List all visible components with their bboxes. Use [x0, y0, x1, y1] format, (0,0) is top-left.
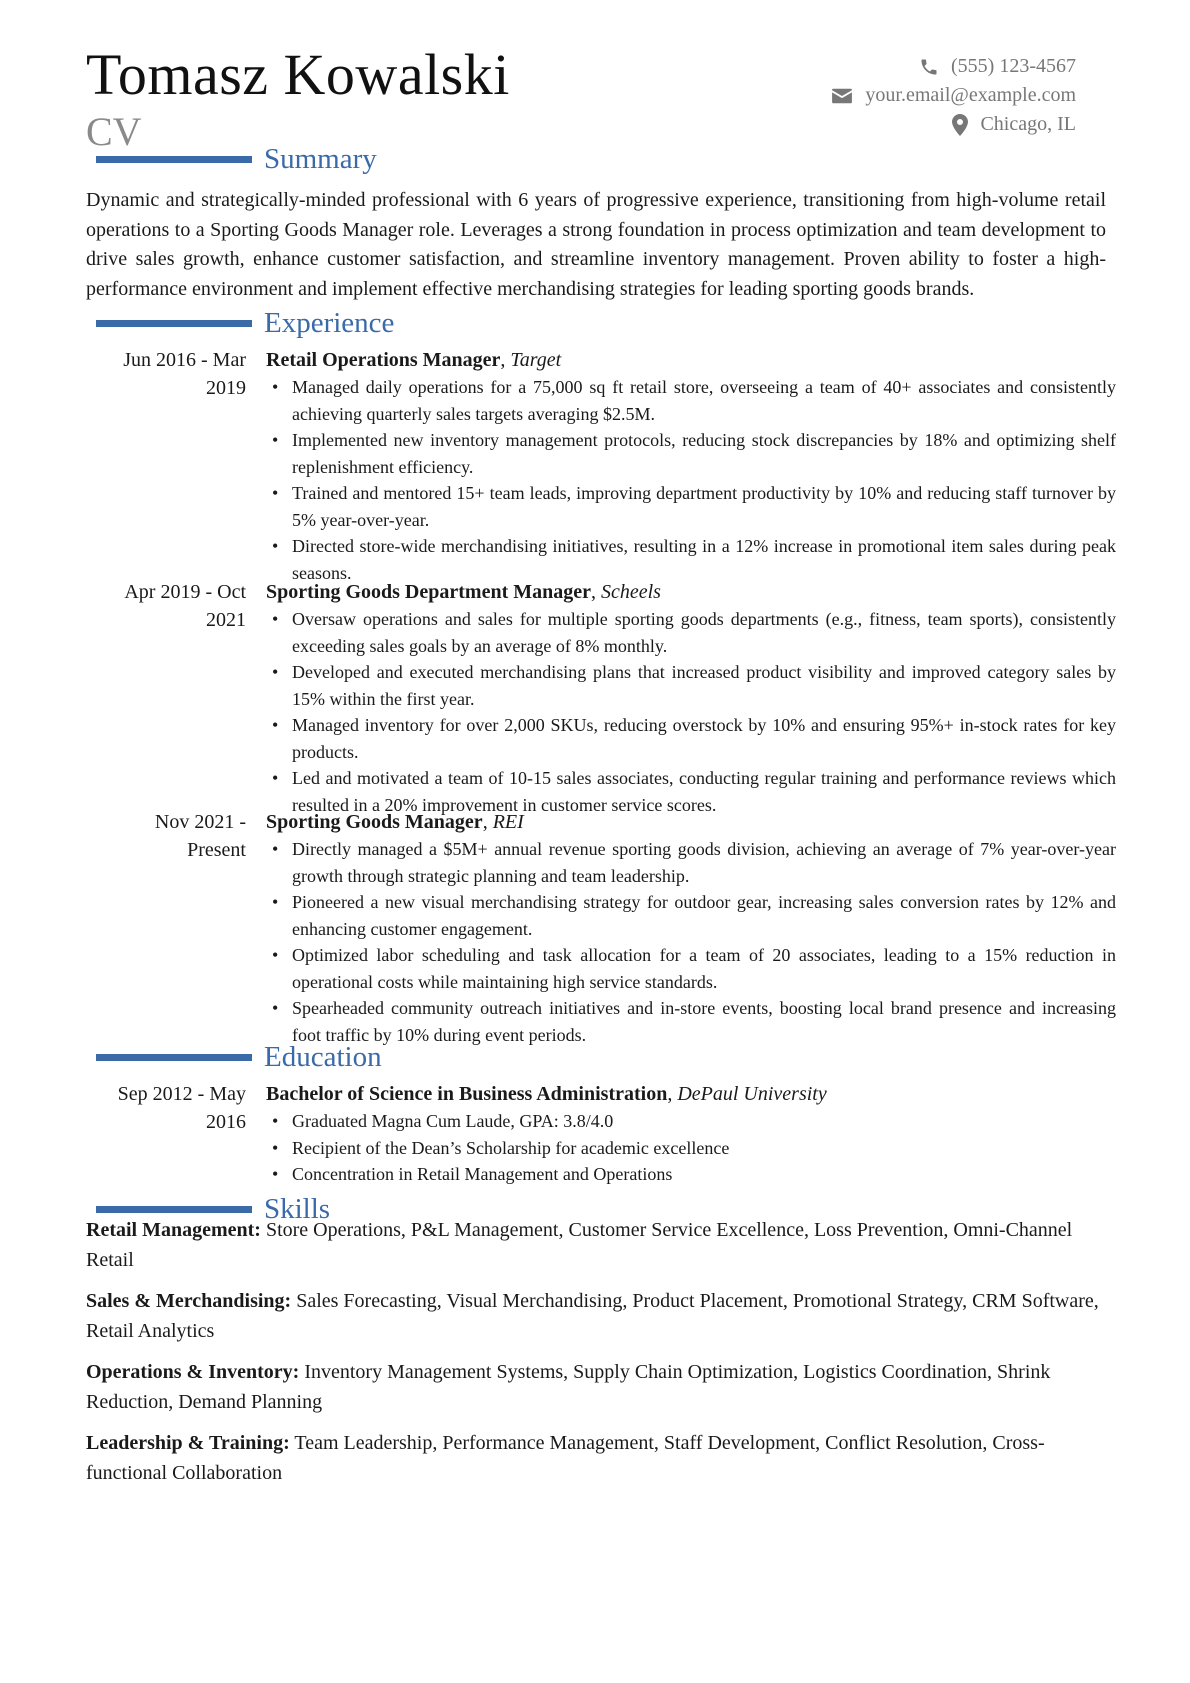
skills-list: [86, 1216, 1106, 1500]
skill-category: Sales & Merchandising:: [86, 1290, 292, 1312]
date-start: Nov 2021 -: [154, 811, 246, 833]
entry-body: [266, 578, 1116, 818]
section-heading-experience: [96, 306, 394, 340]
list-item: • Implemented new inventory management protocols, reducing stock discrepancies by 18% and optimizing shelf replenishment efficiency.: [272, 430, 1116, 477]
email-text[interactable]: your.email@example.com: [865, 84, 1076, 106]
section-bar: [96, 1054, 252, 1061]
skill-category: Retail Management:: [86, 1219, 261, 1241]
phone-text: (555) 123-4567: [951, 55, 1076, 77]
bullet-list: [266, 1108, 1116, 1188]
contact-phone: [716, 52, 1076, 81]
skill-group: [86, 1216, 1106, 1275]
entry-body: [266, 346, 1116, 586]
date-start: Jun 2016 - Mar: [123, 349, 246, 371]
bullet-list: [266, 374, 1116, 586]
entry-date: [86, 808, 246, 864]
entry-date: [86, 346, 246, 402]
entry-title: Retail Operations Manager, Target: [266, 349, 562, 371]
list-item: • Directed store-wide merchandising initiatives, resulting in a 12% increase in promotional item sales during peak seasons.: [272, 536, 1116, 583]
institution: DePaul University: [677, 1083, 827, 1105]
list-item: • Graduated Magna Cum Laude, GPA: 3.8/4.0: [272, 1111, 614, 1131]
list-item: • Developed and executed merchandising plans that increased product visibility and improved category sales by 15% within the first year.: [272, 662, 1116, 709]
list-item: • Trained and mentored 15+ team leads, improving department productivity by 10% and reducing staff turnover by 5% year-over-year.: [272, 483, 1116, 530]
section-bar: [96, 320, 252, 327]
contact-location: [716, 110, 1076, 139]
list-item: • Oversaw operations and sales for multiple sporting goods departments (e.g., fitness, team sports), consistently exceeding sales goals by an average of 8% monthly.: [272, 609, 1116, 656]
envelope-icon: [831, 87, 853, 105]
document-subtitle: CV: [86, 109, 142, 154]
skill-group: [86, 1358, 1106, 1417]
summary-paragraph: Dynamic and strategically-minded professional with 6 years of progressive experience, transitioning from high-volume retail operations to a Sporting Goods Manager role. Leverages a strong foundation in process optimization and team development to drive sales growth, enhance customer satisfaction, and streamline inventory management. Proven ability to foster a high-performance environment and implement effective merchandising strategies for leading sporting goods brands.: [86, 189, 1106, 300]
skill-group: [86, 1287, 1106, 1346]
employer: REI: [492, 811, 524, 833]
entry-date: [86, 578, 246, 634]
section-title: Education: [264, 1041, 382, 1073]
job-title: Sporting Goods Department Manager: [266, 581, 591, 603]
entry-title: Sporting Goods Manager, REI: [266, 811, 524, 833]
section-title: Experience: [264, 307, 395, 339]
skill-group: [86, 1429, 1106, 1488]
contact-email[interactable]: [716, 81, 1076, 110]
bullet-list: [266, 836, 1116, 1048]
skill-items: Inventory Management Systems, Supply Chain Optimization, Logistics Coordination, Shrink Reduction, Demand Planning: [86, 1361, 1051, 1413]
date-end: 2021: [206, 609, 246, 631]
employer: Scheels: [600, 581, 661, 603]
date-end: 2019: [206, 377, 246, 399]
skill-items: Team Leadership, Performance Management, Staff Development, Conflict Resolution, Cross-functional Collaboration: [86, 1432, 1045, 1484]
list-item: • Concentration in Retail Management and Operations: [272, 1164, 673, 1184]
entry-body: [266, 808, 1116, 1048]
list-item: • Managed inventory for over 2,000 SKUs, reducing overstock by 10% and ensuring 95%+ in-stock rates for key products.: [272, 715, 1116, 762]
skill-category: Leadership & Training:: [86, 1432, 290, 1454]
location-text: Chicago, IL: [980, 113, 1076, 135]
skill-items: Sales Forecasting, Visual Merchandising, Product Placement, Promotional Strategy, CRM Software, Retail Analytics: [86, 1290, 1099, 1342]
list-item: • Recipient of the Dean’s Scholarship for academic excellence: [272, 1137, 730, 1158]
list-item: • Managed daily operations for a 75,000 sq ft retail store, overseeing a team of 40+ associates and consistently achieving quarterly sales targets averaging $2.5M.: [272, 377, 1116, 424]
date-start: Sep 2012 - May: [117, 1083, 246, 1105]
map-pin-icon: [952, 114, 968, 136]
degree-title: Bachelor of Science in Business Administration: [266, 1083, 668, 1105]
skill-category: Operations & Inventory:: [86, 1361, 300, 1383]
section-bar: [96, 156, 252, 163]
skill-items: Store Operations, P&L Management, Customer Service Excellence, Loss Prevention, Omni-Channel Retail: [86, 1219, 1073, 1271]
list-item: • Led and motivated a team of 10-15 sales associates, conducting regular training and performance reviews which resulted in a 20% improvement in customer service scores.: [272, 768, 1116, 815]
employer: Target: [510, 349, 562, 371]
section-heading-education: [96, 1040, 382, 1074]
job-title: Retail Operations Manager: [266, 349, 501, 371]
section-bar: [96, 1206, 252, 1213]
person-name: Tomasz Kowalski: [86, 42, 510, 107]
phone-icon: [919, 57, 939, 77]
section-heading-summary: [96, 142, 377, 176]
contact-block: [716, 52, 1076, 139]
bullet-list: [266, 606, 1116, 818]
list-item: • Directly managed a $5M+ annual revenue sporting goods division, achieving an average of 7% year-over-year growth through strategic planning and team leadership.: [272, 839, 1116, 886]
list-item: • Spearheaded community outreach initiatives and in-store events, boosting local brand presence and increasing foot traffic by 10% during event periods.: [272, 998, 1116, 1045]
entry-title: Bachelor of Science in Business Administration, DePaul University: [266, 1083, 827, 1105]
section-title: Skills: [264, 1193, 331, 1225]
list-item: • Optimized labor scheduling and task allocation for a team of 20 associates, leading to a 15% reduction in operational costs while maintaining high service standards.: [272, 945, 1116, 992]
job-title: Sporting Goods Manager: [266, 811, 483, 833]
section-title: Summary: [264, 143, 377, 175]
date-end: 2016: [206, 1111, 246, 1133]
entry-title: Sporting Goods Department Manager, Scheels: [266, 581, 661, 603]
entry-body: [266, 1080, 1116, 1188]
date-start: Apr 2019 - Oct: [124, 581, 246, 603]
entry-date: [86, 1080, 246, 1136]
list-item: • Pioneered a new visual merchandising strategy for outdoor gear, increasing sales conversion rates by 12% and enhancing customer engagement.: [272, 892, 1116, 939]
date-end: Present: [187, 839, 246, 861]
